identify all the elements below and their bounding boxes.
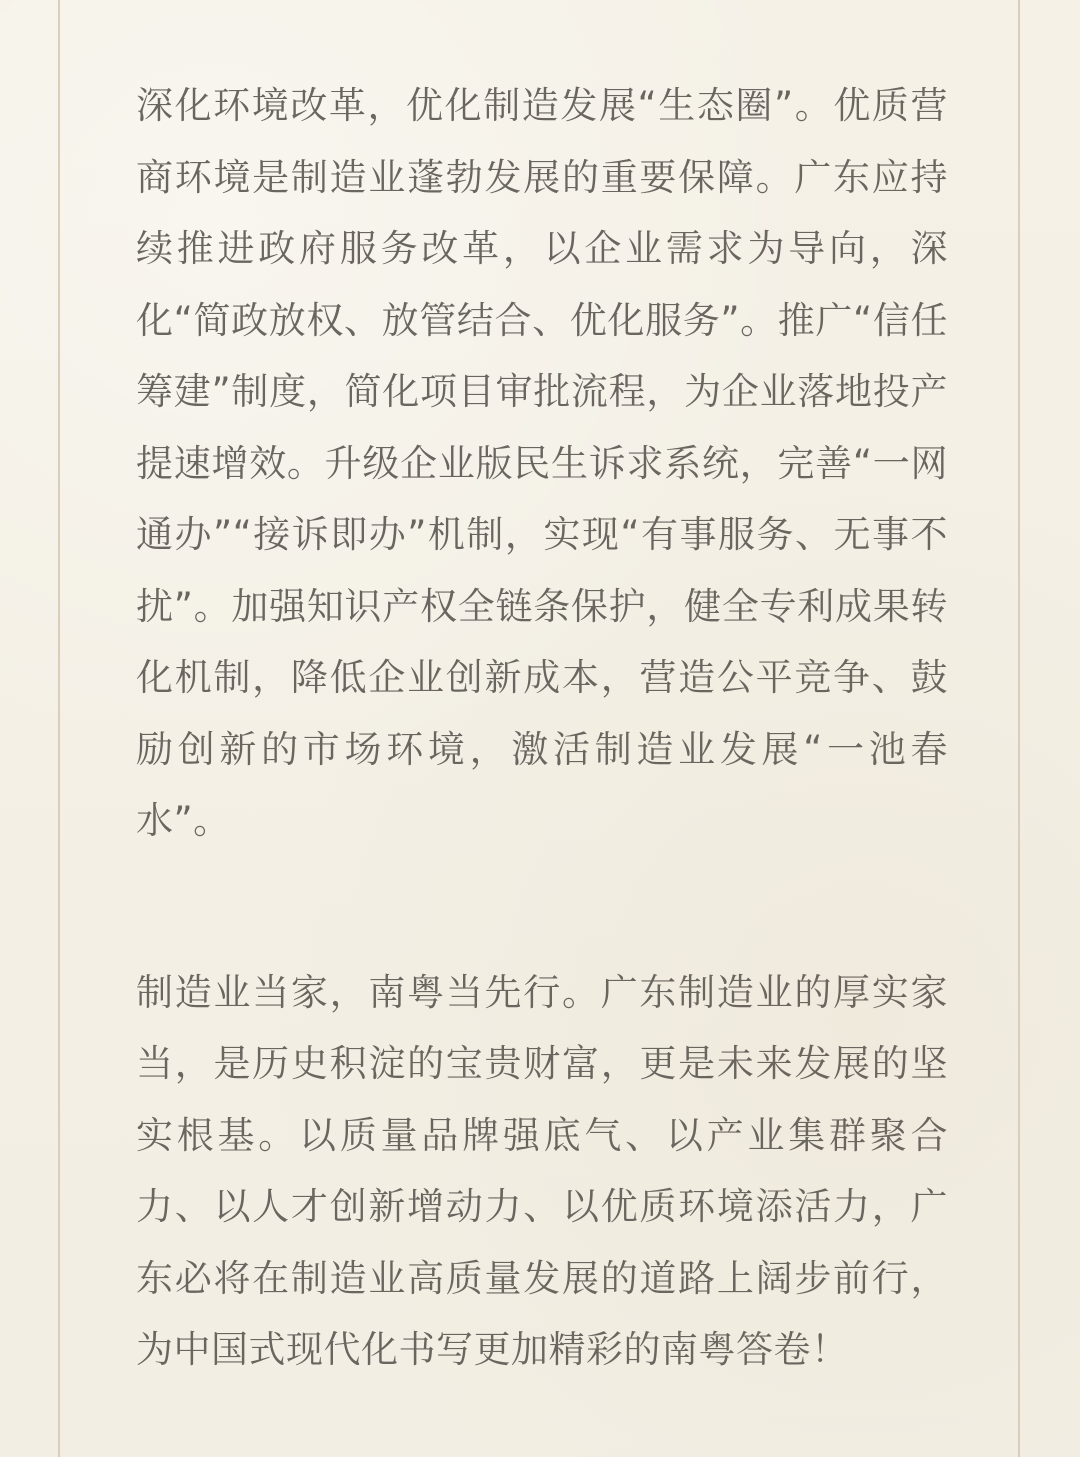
left-margin-rule	[58, 0, 60, 1457]
article-body	[136, 70, 948, 1386]
paragraph-conclusion: 制造业当家，南粤当先行。广东制造业的厚实家当，是历史积淀的宝贵财富，更是未来发展的坚实根基。以质量品牌强底气、以产业集群聚合力、以人才创新增动力、以优质环境添活力，广东必将在制造业高质量发展的道路上阔步前行，为中国式现代化书写更加精彩的南粤答卷！	[136, 970, 948, 1371]
right-margin-rule	[1018, 0, 1020, 1457]
paragraph-environment-reform: 深化环境改革，优化制造发展“生态圈”。优质营商环境是制造业蓬勃发展的重要保障。广东应持续推进政府服务改革，以企业需求为导向，深化“简政放权、放管结合、优化服务”。推广“信任筹建”制度，简化项目审批流程，为企业落地投产提速增效。升级企业版民生诉求系统，完善“一网通办”“接诉即办”机制，实现“有事服务、无事不扰”。加强知识产权全链条保护，健全专利成果转化机制，降低企业创新成本，营造公平竞争、鼓励创新的市场环境，激活制造业发展“一池春水”。	[136, 84, 948, 842]
